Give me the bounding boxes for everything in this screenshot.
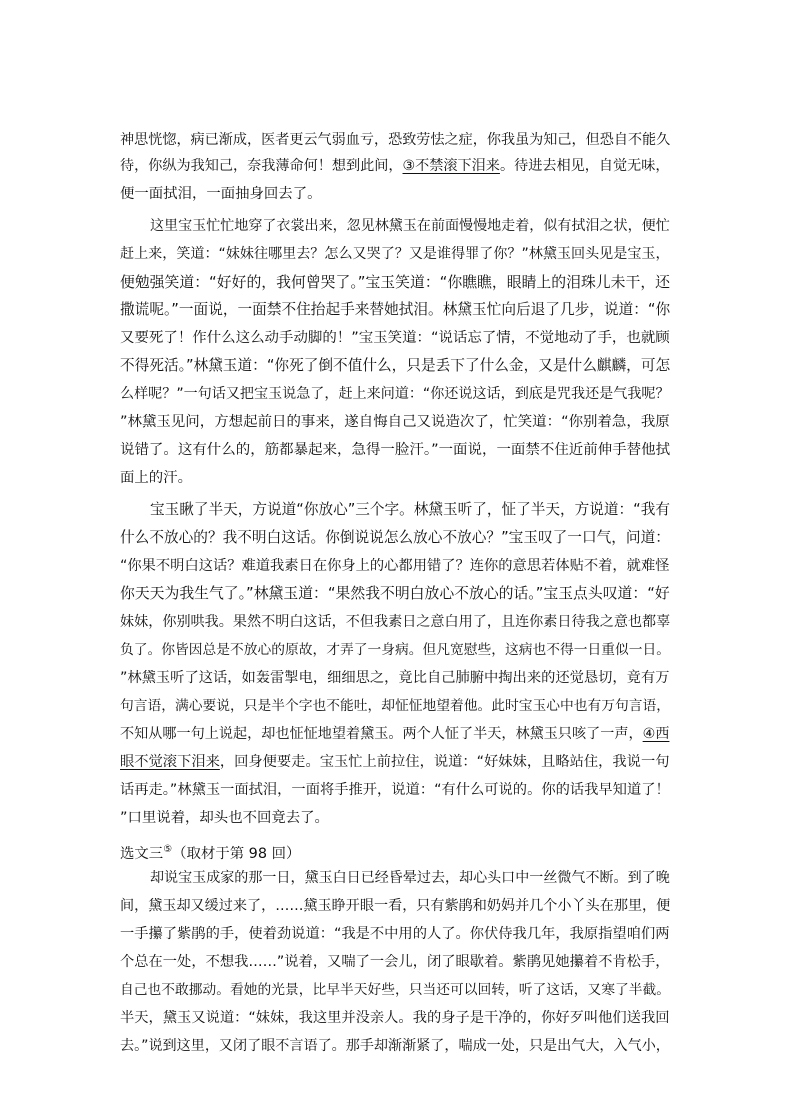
line-text: 你天天为我生气了。”林黛玉道：“果然我不明白放心不放心的话。”宝玉点头叹道：“好 — [120, 585, 670, 602]
line-text: 待，你纵为我知己，奈我薄命何！想到此间， — [120, 158, 403, 174]
text-line — [120, 436, 670, 464]
text-line — [120, 240, 670, 268]
text-line — [120, 692, 670, 720]
line-text: 么样呢？”一句话又把宝玉说急了，赶上来问道：“你还说这话，到底是咒我还是气我呢？ — [120, 386, 670, 402]
line-text: 神思恍惚，病已渐成，医者更云气弱血亏，恐致劳怯之症，你我虽为知己，但恐自不能久 — [120, 132, 671, 148]
line-text-after: 。待进去相见，自觉无味， — [499, 158, 670, 174]
line-text: ”口里说着，却头也不回竟去了。 — [120, 810, 329, 826]
text-line — [120, 948, 670, 976]
line-text: 间，黛玉却又缓过来了，……黛玉睁开眼一看，只有紫鹃和奶妈并几个小丫头在那里，便 — [120, 898, 671, 914]
text-line — [120, 408, 670, 436]
line-text: 又要死了！作什么这么动手动脚的！”宝玉笑道：“说话忘了情，不觉地动了手，也就顾 — [120, 330, 670, 346]
line-text: 不得死活。”林黛玉道：“你死了倒不值什么，只是丢下了什么金，又是什么麒麟，可怎 — [120, 357, 671, 374]
line-text: 选文三 — [120, 845, 164, 862]
line-text: 什么不放心的？我不明白这话。你倒说说怎么放心不放心？”宝玉叹了一口气，问道： — [120, 529, 670, 546]
text-line — [120, 352, 670, 380]
text-line — [120, 748, 670, 776]
line-text: ”林黛玉见问，方想起前日的事来，遂自悔自己又说造次了，忙笑道：“你别着急，我原 — [120, 414, 670, 430]
line-text-after: （取材于第 98 回） — [172, 845, 301, 862]
text-line — [150, 496, 670, 524]
text-line — [120, 152, 670, 180]
line-text: 不知从哪一句上说起，却也怔怔地望着黛玉。两个人怔了半天，林黛玉只咳了一声， — [120, 726, 643, 742]
text-line — [120, 180, 670, 208]
line-text: 宝玉瞅了半天，方说道“你放心”三个字。林黛玉听了，怔了半天，方说道：“我有 — [150, 501, 670, 518]
line-text-after: ，回身便要走。宝玉忙上前拉住，说道：“好妹妹，且略站住，我说一句 — [219, 754, 670, 770]
line-text: 赶上来，笑道：“妹妹往哪里去？怎么又哭了？又是谁得罪了你？”林黛玉回头见是宝玉， — [120, 246, 670, 262]
line-text: 话再走。”林黛玉一面拭泪，一面将手推开，说道：“有什么可说的。你的话我早知道了！ — [120, 782, 670, 798]
text-line — [120, 126, 670, 154]
text-line — [120, 380, 670, 408]
underlined-phrase: ④西 — [642, 726, 670, 742]
line-text: 撒谎呢。”一面说，一面禁不住抬起手来替她拭泪。林黛玉忙向后退了几步，说道：“你 — [120, 301, 671, 318]
line-text: 说错了。这有什么的，筋都暴起来，急得一脸汗。”一面说，一面禁不住近前伸手替他拭 — [120, 442, 671, 458]
text-line — [120, 1032, 670, 1060]
text-line — [120, 892, 670, 920]
line-text: 便勉强笑道：“好好的，我何曾哭了。”宝玉笑道：“你瞧瞧，眼睛上的泪珠儿未干，还 — [120, 273, 671, 291]
text-line — [120, 776, 670, 804]
line-text: 半天，黛玉又说道：“妹妹，我这里并没亲人。我的身子是干净的，你好歹叫他们送我回 — [120, 1010, 670, 1026]
line-text: 负了。你皆因总是不放心的原故，才弄了一身病。但凡宽慰些，这病也不得一日重似一日。 — [120, 642, 671, 658]
line-text: 个总在一处，不想我……”说着，又喘了一会儿，闭了眼歇着。紫鹃见她攥着不肯松手， — [120, 954, 670, 970]
line-text: 妹妹，你别哄我。果然不明白这话，不但我素日之意白用了，且连你素日待我之意也都辜 — [120, 614, 671, 630]
text-line — [120, 836, 670, 864]
text-line — [120, 920, 670, 948]
text-line — [120, 804, 670, 832]
text-line — [120, 976, 670, 1004]
line-text: 却说宝玉成家的那一日，黛玉白日已经昏晕过去，却心头口中一丝微气不断。到了晚 — [150, 870, 670, 886]
text-line — [120, 324, 670, 352]
line-text: “你果不明白这话？难道我素日在你身上的心都用错了？连你的意思若体贴不着，就难怪 — [120, 558, 670, 574]
line-text: 这里宝玉忙忙地穿了衣裳出来，忽见林黛玉在前面慢慢地走着，似有拭泪之状，便忙 — [150, 218, 670, 234]
text-line — [120, 464, 670, 492]
text-line — [120, 608, 670, 636]
text-line — [120, 524, 670, 552]
line-text: 面上的汗。 — [120, 470, 192, 486]
text-line — [120, 268, 670, 296]
footnote-marker: ⑤ — [163, 844, 173, 855]
underlined-phrase: 眼不觉滚下泪来 — [120, 754, 220, 770]
text-line — [120, 1004, 670, 1032]
line-text: ”林黛玉听了这话，如轰雷掣电，细细思之，竟比自己肺腑中掏出来的还觉恳切，竟有万 — [120, 670, 670, 686]
text-line — [120, 636, 670, 664]
text-line — [120, 664, 670, 692]
line-text: 便一面拭泪，一面抽身回去了。 — [120, 186, 322, 202]
line-text: 去。”说到这里，又闭了眼不言语了。那手却渐渐紧了，喘成一处，只是出气大，入气小， — [120, 1038, 670, 1054]
line-text: 自己也不敢挪动。看她的光景，比早半天好些，只当还可以回转，听了这话，又寒了半截。 — [120, 982, 671, 998]
text-line — [120, 296, 670, 324]
underlined-phrase: ③不禁滚下泪来 — [402, 158, 500, 174]
text-line — [120, 720, 670, 748]
text-line — [120, 580, 670, 608]
line-text: 一手攥了紫鹃的手，使着劲说道：“我是不中用的人了。你伏侍我几年，我原指望咱们两 — [120, 926, 670, 942]
text-line — [120, 552, 670, 580]
text-line — [150, 864, 670, 892]
text-line — [150, 212, 670, 240]
line-text: 句言语，满心要说，只是半个字也不能吐，却怔怔地望着他。此时宝玉心中也有万句言语， — [120, 698, 671, 714]
